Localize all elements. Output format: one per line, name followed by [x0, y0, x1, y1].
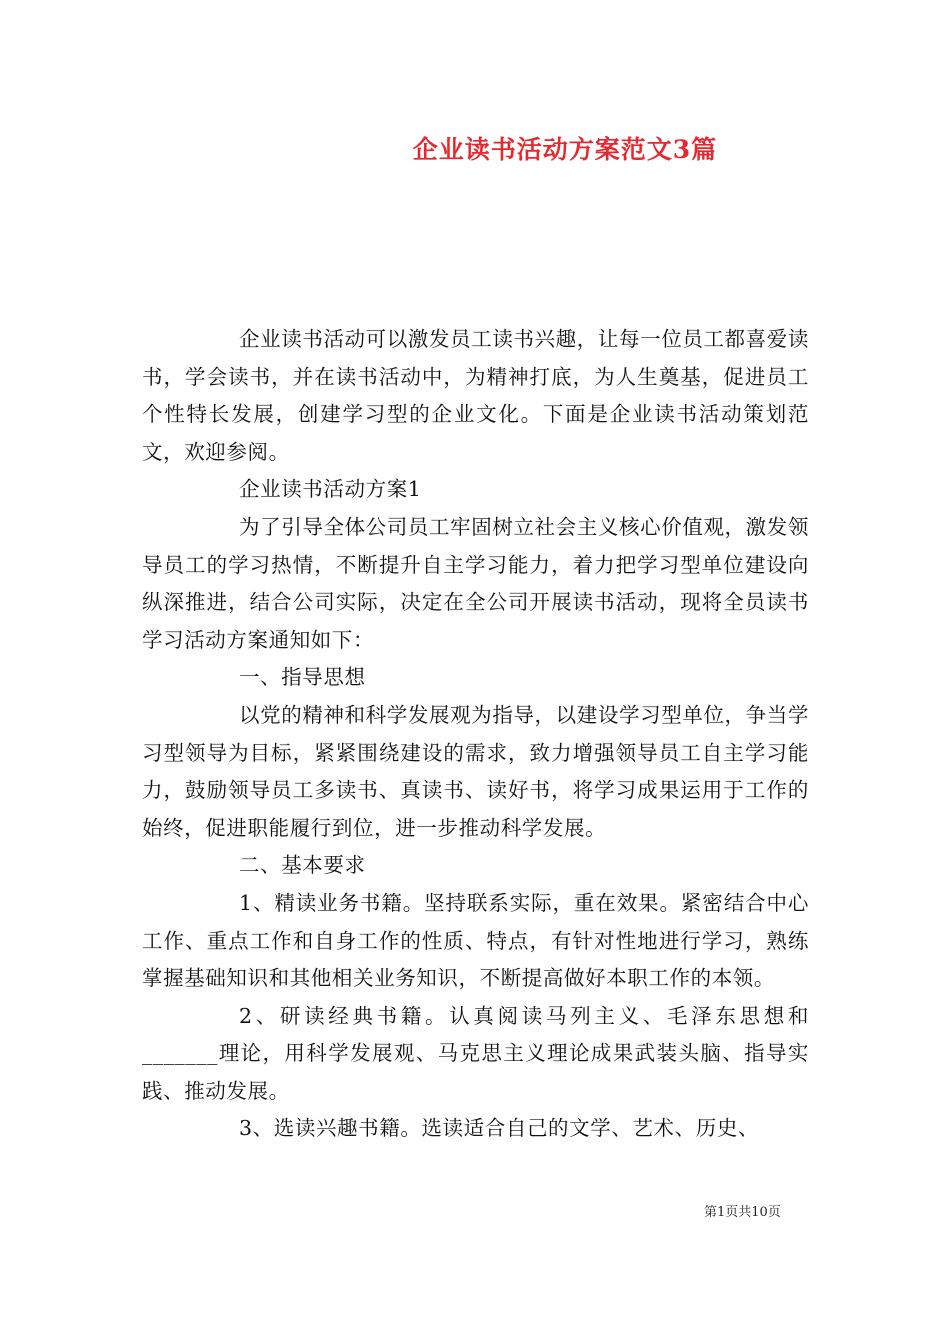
document-body — [142, 321, 809, 1148]
plan-1-intro-paragraph: 为了引导全体公司员工牢固树立社会主义核心价值观，激发领导员工的学习热情，不断提升自主学习能力，着力把学习型单位建设向纵深推进，结合公司实际，决定在全公司开展读书活动，现将全员读书学习活动方案通知如下： — [142, 514, 809, 652]
section-heading-plan-1: 企业读书活动方案1 — [239, 477, 422, 502]
section-heading-basic-requirements: 二、基本要求 — [239, 853, 366, 878]
requirement-item-1: 1、精读业务书籍。坚持联系实际，重在效果。紧密结合中心工作、重点工作和自身工作的性质、特点，有针对性地进行学习，熟练掌握基础知识和其他相关业务知识，不断提高做好本职工作的本领。 — [142, 890, 809, 991]
document-title: 企业读书活动方案范文3篇 — [412, 135, 718, 164]
requirement-item-2: 2、研读经典书籍。认真阅读马列主义、毛泽东思想和_______理论，用科学发展观、马克思主义理论成果武装头脑、指导实践、推动发展。 — [142, 1003, 809, 1103]
intro-paragraph: 企业读书活动可以激发员工读书兴趣，让每一位员工都喜爱读书，学会读书，并在读书活动中，为精神打底，为人生奠基，促进员工个性特长发展，创建学习型的企业文化。下面是企业读书活动策划范文，欢迎参阅。 — [142, 327, 809, 464]
guiding-ideology-paragraph: 以党的精神和科学发展观为指导，以建设学习型单位，争当学习型领导为目标，紧紧围绕建设的需求，致力增强领导员工自主学习能力，鼓励领导员工多读书、真读书、读好书，将学习成果运用于工作的始终，促进职能履行到位，进一步推动科学发展。 — [142, 702, 809, 840]
requirement-item-3: 3、选读兴趣书籍。选读适合自己的文学、艺术、历史、 — [239, 1116, 760, 1141]
section-heading-guiding-ideology: 一、指导思想 — [239, 665, 366, 690]
page-number-footer: 第1页共10页 — [704, 1205, 781, 1220]
